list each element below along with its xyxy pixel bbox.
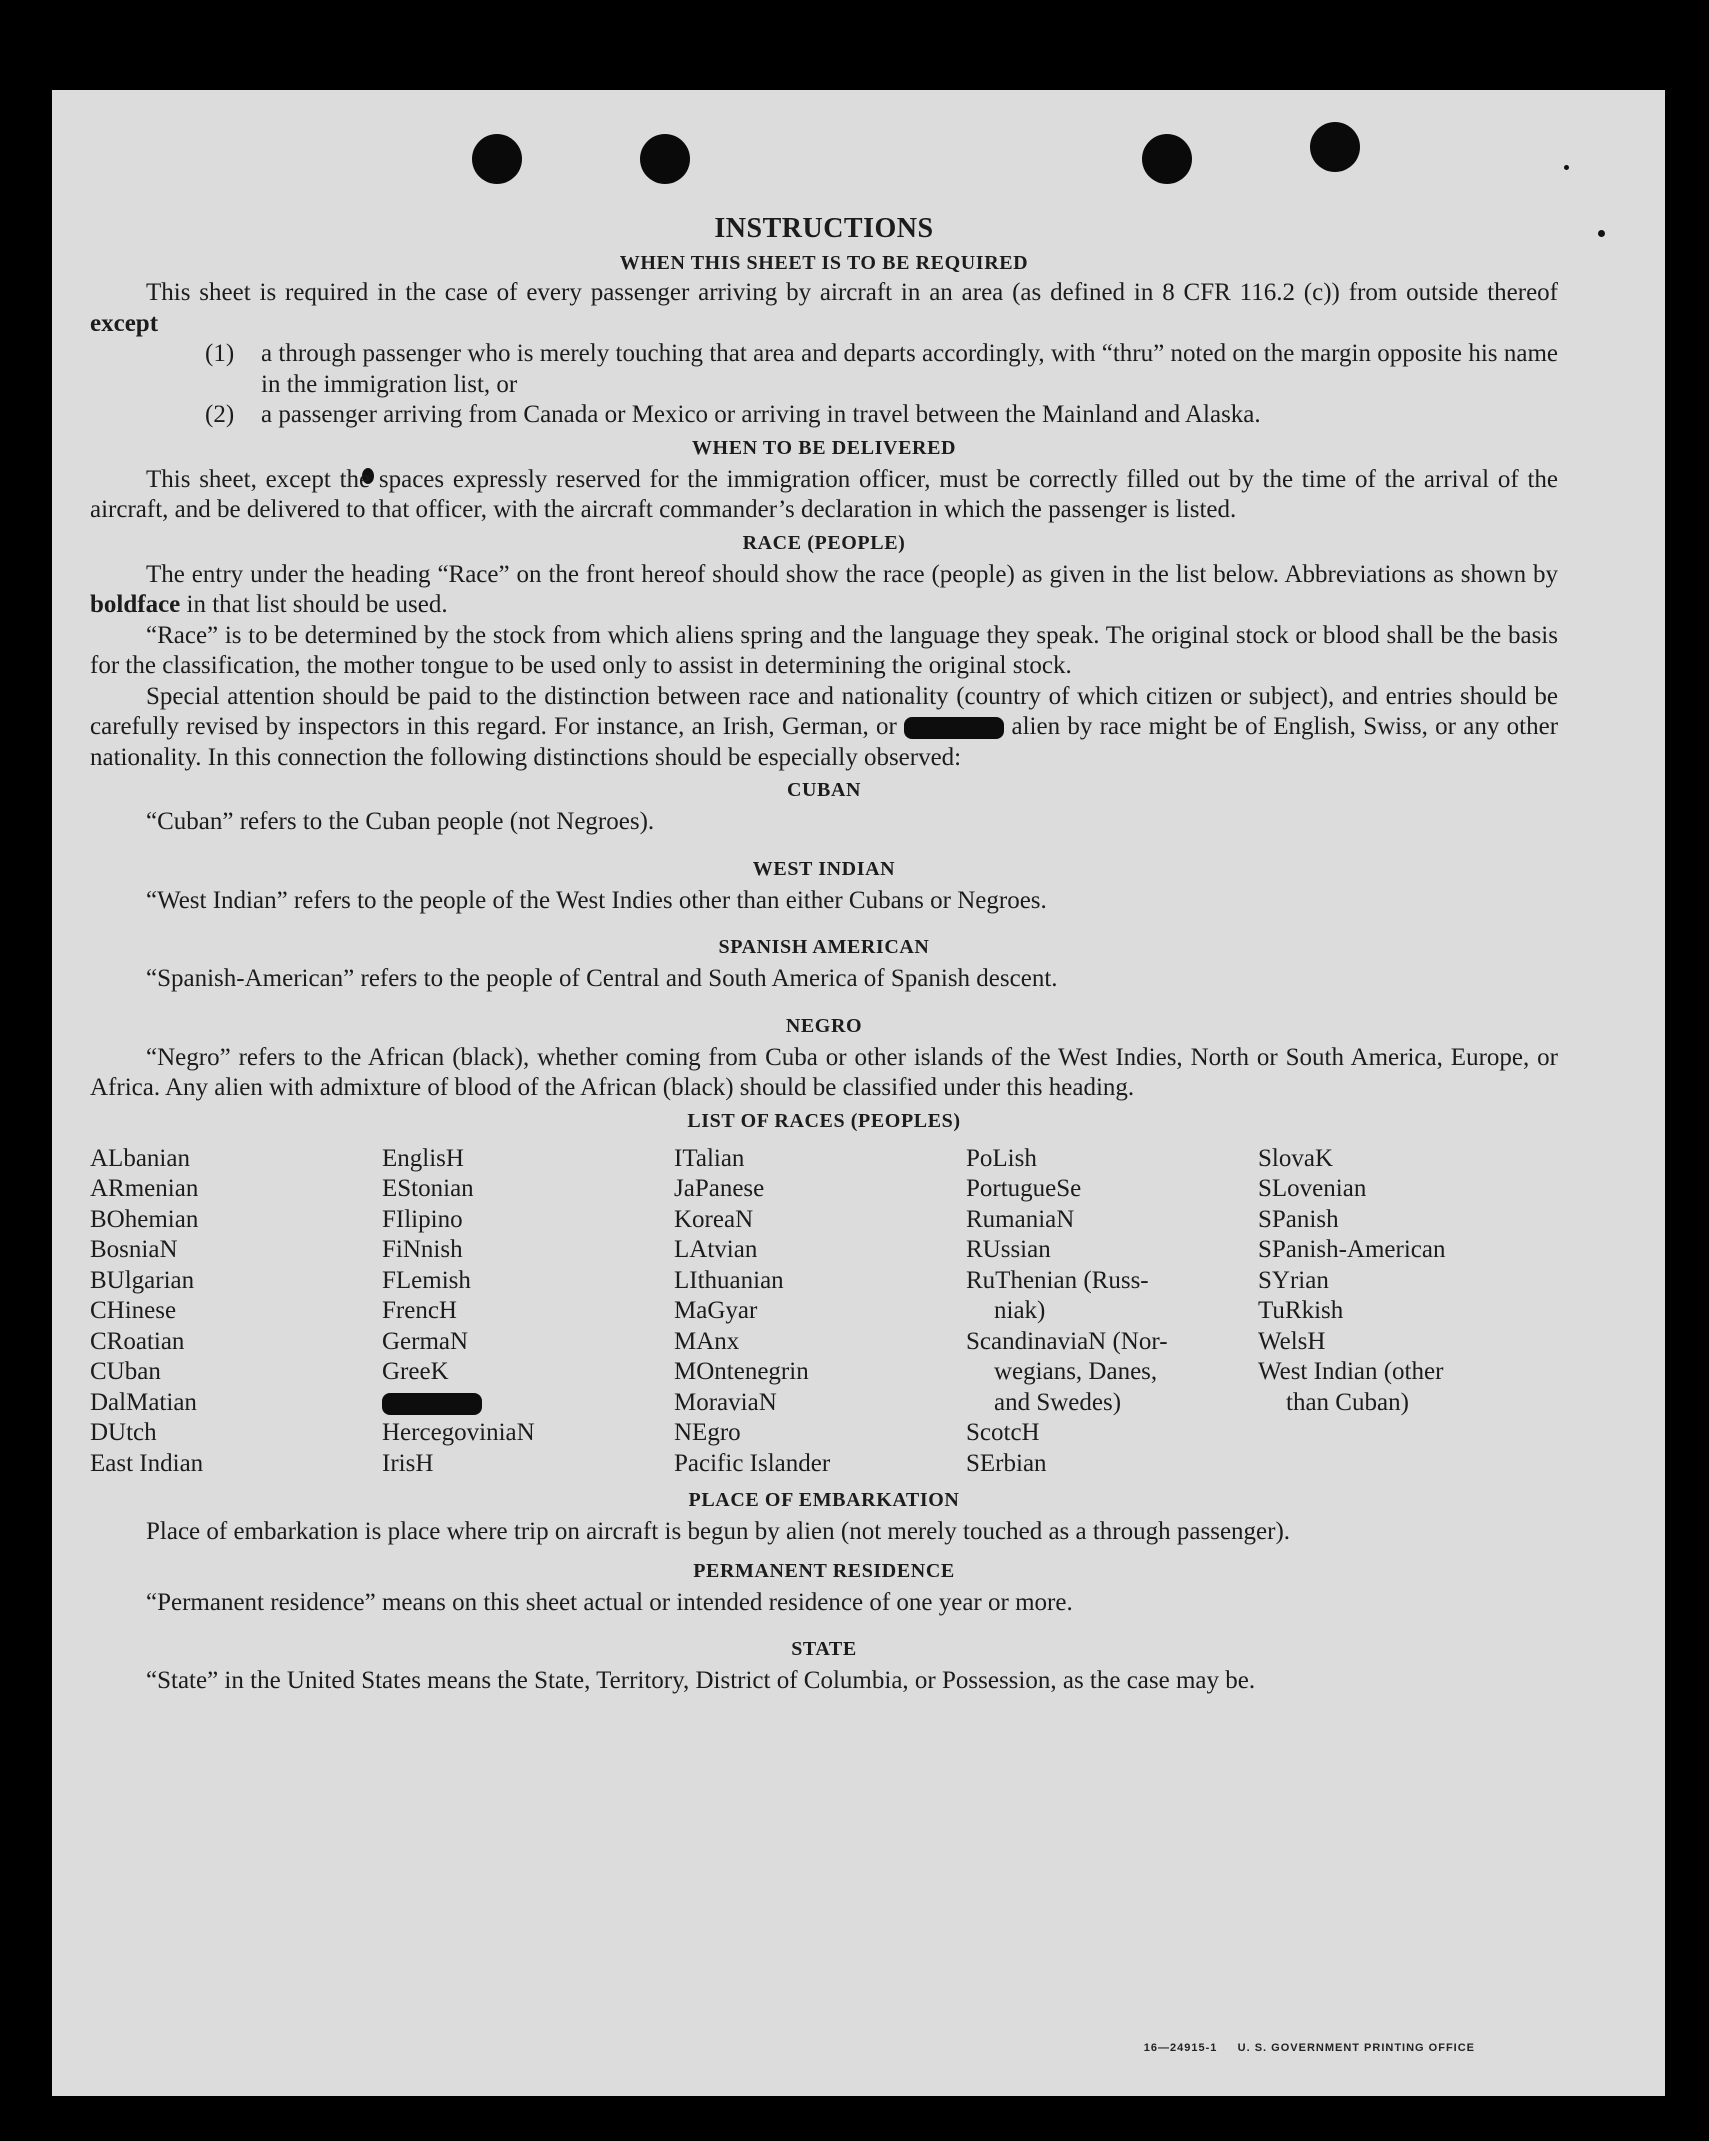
form-number: 16—24915-1: [1143, 2042, 1218, 2054]
race-entry: MOntenegrin: [674, 1358, 809, 1385]
races-column: [1258, 1144, 1550, 1480]
paragraph-west-indian: “West Indian” refers to the people of the West Indies other than either Cubans or Negroes.: [146, 886, 1047, 914]
paragraph-race-2: “Race” is to be determined by the stock from which aliens spring and the language they speak. The original stock or blood shall be the basis for the classification, the mother tongue to be used only to assist in determining the original stock.: [90, 621, 1558, 679]
race-entry-redacted: [382, 1388, 674, 1419]
race-entry: West Indian (other: [1258, 1358, 1444, 1385]
paragraph-race-1: The entry under the heading “Race” on the front hereof should show the race (people) as given in the list below. Abbreviations as shown by boldface in that list should be used.: [90, 560, 1558, 618]
race-entry: niak): [994, 1297, 1046, 1324]
heading-when-required: WHEN THIS SHEET IS TO BE REQUIRED: [619, 252, 1029, 274]
race-entry: ITalian: [674, 1144, 745, 1172]
race-entry: RuThenian (Russ-: [966, 1266, 1149, 1294]
heading-embarkation: PLACE OF EMBARKATION: [688, 1489, 960, 1511]
document-sheet: [52, 90, 1665, 2096]
heading-list-of-races: LIST OF RACES (PEOPLES): [687, 1109, 961, 1132]
race-entry: East Indian: [90, 1449, 204, 1477]
race-entry: CHinese: [90, 1297, 177, 1324]
race-entry: FLemish: [382, 1266, 471, 1294]
race-entry: GermaN: [382, 1327, 469, 1355]
race-entry: GreeK: [382, 1358, 449, 1385]
race-entry: RUssian: [966, 1236, 1051, 1263]
race-entry: SErbian: [966, 1449, 1047, 1477]
race-entry: CUban: [90, 1358, 161, 1385]
page-title: INSTRUCTIONS: [714, 213, 934, 244]
race-entry: NEgro: [674, 1419, 741, 1446]
races-column: [674, 1144, 966, 1480]
race-entry: SPanish-American: [1258, 1236, 1446, 1263]
paragraph-spanish-american: “Spanish-American” refers to the people of Central and South America of Spanish descent.: [146, 965, 1058, 992]
paragraph-permanent-residence: “Permanent residence” means on this sheet actual or intended residence of one year or more.: [146, 1588, 1073, 1616]
heading-permanent-residence: PERMANENT RESIDENCE: [693, 1559, 955, 1582]
instructions-body: [90, 212, 1558, 1697]
paragraph-when-required: This sheet is required in the case of every passenger arriving by aircraft in an area (as defined in 8 CFR 116.2 (c)) from outside thereof except: [90, 279, 1558, 337]
paragraph-state: “State” in the United States means the State, Territory, District of Columbia, or Possession, as the case may be.: [146, 1667, 1256, 1694]
race-entry: EStonian: [382, 1175, 474, 1202]
race-entry: CRoatian: [90, 1327, 185, 1355]
race-entry: MoraviaN: [674, 1388, 777, 1416]
heading-negro: NEGRO: [785, 1014, 863, 1037]
race-entry: MaGyar: [674, 1297, 758, 1324]
race-entry: PoLish: [966, 1144, 1037, 1172]
form-footer: [1144, 2042, 1475, 2054]
race-entry: HercegoviniaN: [382, 1419, 535, 1446]
race-entry: SLovenian: [1258, 1175, 1367, 1202]
race-entry: EnglisH: [382, 1144, 464, 1172]
race-entry: FrencH: [382, 1297, 457, 1324]
redaction-mark: [904, 717, 1004, 739]
races-column: [90, 1144, 382, 1480]
speck: [1598, 230, 1605, 237]
heading-state: STATE: [791, 1638, 857, 1660]
heading-spanish-american: SPANISH AMERICAN: [718, 936, 930, 958]
race-entry: RumaniaN: [966, 1205, 1075, 1233]
race-entry: BOhemian: [90, 1205, 199, 1233]
races-column: [966, 1144, 1258, 1480]
speck: [1564, 165, 1569, 170]
race-entry: Pacific Islander: [674, 1449, 831, 1477]
paragraph-embarkation: Place of embarkation is place where trip on aircraft is begun by alien (not merely touched as a through passenger).: [146, 1518, 1291, 1545]
race-entry: IrisH: [382, 1449, 434, 1477]
race-entry: SYrian: [1258, 1266, 1329, 1294]
race-entry: BosniaN: [90, 1236, 178, 1263]
race-entry: ALbanian: [90, 1144, 190, 1172]
race-entry: JaPanese: [674, 1175, 765, 1202]
race-entry: TuRkish: [1258, 1297, 1344, 1324]
heading-when-delivered: WHEN TO BE DELIVERED: [691, 436, 957, 459]
race-entry: LIthuanian: [674, 1266, 784, 1294]
race-entry: than Cuban): [1286, 1388, 1409, 1416]
races-column: [382, 1144, 674, 1480]
race-entry: PortugueSe: [966, 1175, 1082, 1202]
paragraph-when-delivered: This sheet, except the spaces expressly reserved for the immigration officer, must be correctly filled out by the time of the arrival of the aircraft, and be delivered to that officer, with the aircraft commander’s declaration in which the passenger is listed.: [90, 465, 1558, 523]
exception-item: (2) a passenger arriving from Canada or Mexico or arriving in travel between the Mainland and Alaska.: [205, 401, 1261, 428]
printer-credit: U. S. GOVERNMENT PRINTING OFFICE: [1237, 2042, 1475, 2054]
race-entry: WelsH: [1258, 1327, 1326, 1355]
race-entry: FiNnish: [382, 1236, 463, 1263]
redaction-mark: [382, 1393, 482, 1415]
race-entry: ScotcH: [966, 1419, 1040, 1446]
paragraph-cuban: “Cuban” refers to the Cuban people (not Negroes).: [146, 808, 655, 835]
race-entry: BUlgarian: [90, 1266, 195, 1294]
punch-hole: [472, 134, 522, 184]
race-entry: FIlipino: [382, 1205, 463, 1233]
heading-race: RACE (PEOPLE): [742, 531, 906, 554]
race-entry: SlovaK: [1258, 1144, 1333, 1172]
punch-hole: [640, 134, 690, 184]
race-entry: ScandinaviaN (Nor-: [966, 1327, 1168, 1355]
race-entry: SPanish: [1258, 1205, 1339, 1233]
race-entry: DUtch: [90, 1419, 157, 1446]
race-entry: wegians, Danes,: [994, 1358, 1158, 1385]
heading-cuban: CUBAN: [786, 779, 862, 801]
race-entry: MAnx: [674, 1327, 740, 1355]
races-list: [90, 1144, 1558, 1480]
exception-item: (1) a through passenger who is merely touching that area and departs accordingly, with “thru” noted on the margin opposite his name in the immigration list, or: [205, 340, 1558, 398]
race-entry: LAtvian: [674, 1236, 758, 1263]
race-entry: and Swedes): [994, 1388, 1122, 1416]
race-entry: KoreaN: [674, 1205, 754, 1233]
punch-hole: [1142, 134, 1192, 184]
paragraph-negro: “Negro” refers to the African (black), whether coming from Cuba or other islands of the West Indies, North or South America, Europe, or Africa. Any alien with admixture of blood of the African (black) should be classified under this heading.: [90, 1043, 1558, 1101]
race-entry: ARmenian: [90, 1175, 199, 1202]
heading-west-indian: WEST INDIAN: [752, 857, 896, 880]
punch-hole: [1310, 122, 1360, 172]
paragraph-race-3: Special attention should be paid to the distinction between race and nationality (country of which citizen or subject), and entries should be carefully revised by inspectors in this regard. For instance, an Irish, German, or alien by race might be of English, Swiss, or any other nationality. In this connection the following distinctions should be especially observed:: [90, 682, 1559, 771]
race-entry: DalMatian: [90, 1388, 197, 1416]
